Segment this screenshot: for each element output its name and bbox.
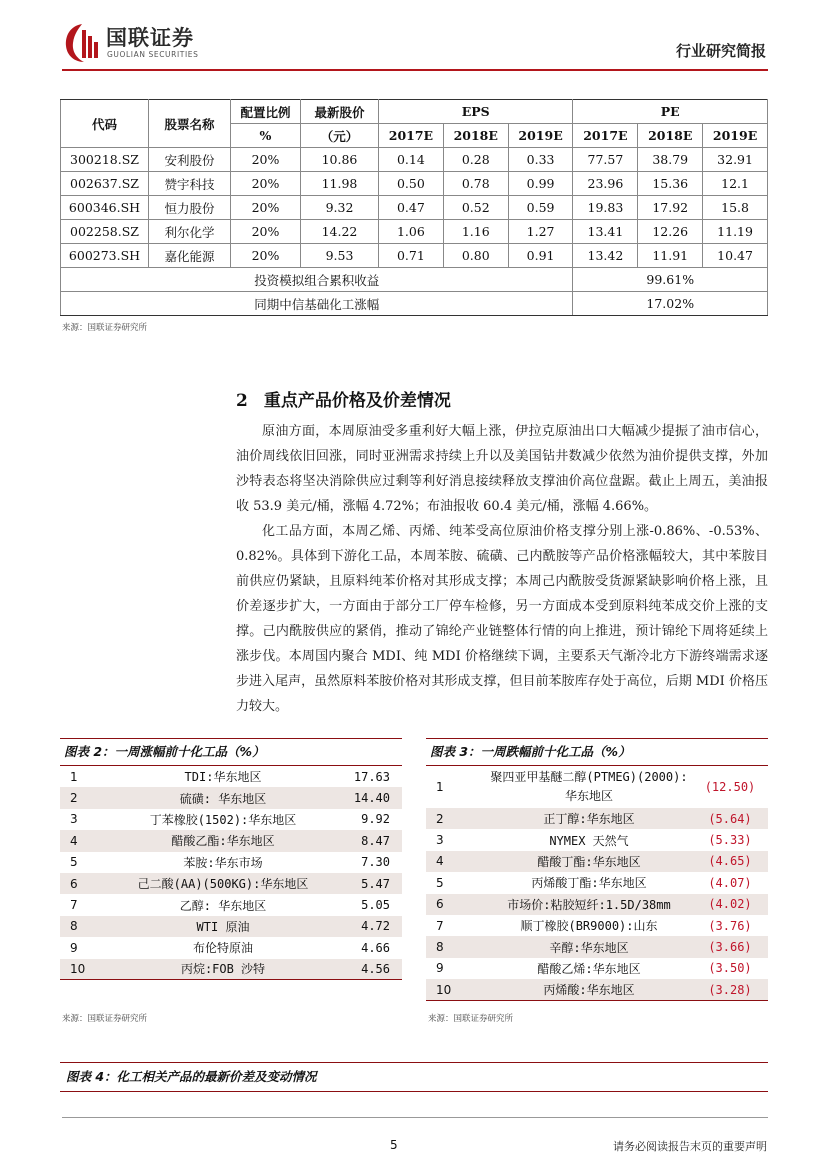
pe-value: 19.83 [573, 196, 638, 220]
list-item [426, 894, 768, 915]
rank: 9 [70, 940, 78, 955]
change-value: (5.64) [692, 808, 768, 829]
col-price: 最新股价 [301, 100, 379, 124]
company-logo [62, 18, 222, 68]
change-value: 9.92 [361, 812, 390, 827]
eps-value: 1.16 [443, 220, 508, 244]
col-price-unit: （元） [301, 124, 379, 148]
stock-name: 利尔化学 [149, 220, 231, 244]
guolian-logo-icon [62, 20, 102, 64]
product-name: 苯胺:华东市场 [183, 855, 263, 870]
pe-value: 11.91 [638, 244, 703, 268]
change-value: 7.30 [361, 855, 390, 870]
pe-value: 38.79 [638, 148, 703, 172]
change-value: (4.65) [692, 851, 768, 872]
section-heading [236, 386, 451, 411]
rank: 1 [436, 780, 444, 794]
product-name: 硫磺: 华东地区 [120, 787, 326, 808]
rank: 3 [70, 812, 78, 827]
summary-label: 投资模拟组合累积收益 [61, 268, 573, 292]
product-name: 醋酸乙酯:华东地区 [120, 830, 326, 851]
logo-chinese-text: 国联证券 [106, 26, 194, 50]
product-name: TDI:华东地区 [184, 770, 262, 785]
list-item [60, 830, 402, 851]
pe-value: 13.41 [573, 220, 638, 244]
rank: 2 [60, 787, 120, 808]
table-source: 来源：国联证券研究所 [62, 323, 148, 333]
eps-value: 0.80 [443, 244, 508, 268]
change-value: 17.63 [353, 769, 390, 784]
col-eps-2019: 2019E [508, 124, 573, 148]
stock-weight: 20% [231, 244, 301, 268]
change-value: (12.50) [704, 780, 756, 794]
stock-price: 10.86 [301, 148, 379, 172]
product-name: 丙烯酸丁酯:华东地区 [531, 876, 647, 891]
pe-value: 13.42 [573, 244, 638, 268]
stock-weight: 20% [231, 196, 301, 220]
stock-name: 嘉化能源 [149, 244, 231, 268]
rank: 9 [436, 961, 444, 976]
stock-code: 300218.SZ [61, 148, 149, 172]
stock-code: 600273.SH [61, 244, 149, 268]
product-name: 辛醇:华东地区 [486, 936, 692, 957]
col-weight: 配置比例 [231, 100, 301, 124]
rank: 5 [436, 875, 444, 890]
list-item [426, 872, 768, 893]
stock-weight: 20% [231, 172, 301, 196]
table-row [61, 244, 768, 268]
product-name: 丙烷:FOB 沙特 [120, 959, 326, 980]
col-code: 代码 [61, 100, 149, 148]
stock-name: 安利股份 [149, 148, 231, 172]
rank: 4 [426, 851, 486, 872]
figure-title: 图表 3：一周跌幅前十化工品（%） [426, 738, 768, 766]
summary-row [61, 292, 768, 316]
change-value: 8.47 [326, 830, 402, 851]
stock-code: 600346.SH [61, 196, 149, 220]
rank: 8 [60, 916, 120, 937]
eps-value: 0.59 [508, 196, 573, 220]
stock-code: 002637.SZ [61, 172, 149, 196]
rank: 8 [426, 936, 486, 957]
eps-value: 0.28 [443, 148, 508, 172]
rank: 7 [436, 918, 444, 933]
pe-value: 15.36 [638, 172, 703, 196]
list-item [60, 787, 402, 808]
product-name: 醋酸丁酯:华东地区 [486, 851, 692, 872]
rank: 7 [70, 898, 78, 913]
change-value: 5.47 [326, 873, 402, 894]
list-item [60, 959, 402, 980]
footer-divider [62, 1117, 768, 1118]
list-item [60, 916, 402, 937]
list-item [426, 766, 768, 808]
rank: 4 [60, 830, 120, 851]
summary-value: 17.02% [573, 292, 768, 316]
product-name: 乙醇: 华东地区 [179, 898, 267, 913]
change-value: 4.66 [361, 940, 390, 955]
header-divider [62, 69, 768, 71]
page-header [62, 18, 768, 76]
col-pe-2018: 2018E [638, 124, 703, 148]
list-item [426, 979, 768, 1000]
stock-weight: 20% [231, 148, 301, 172]
section-body [236, 419, 768, 719]
product-name: 布伦特原油 [192, 941, 253, 956]
list-item [426, 829, 768, 850]
col-eps-2017: 2017E [379, 124, 444, 148]
figure3-source: 来源：国联证券研究所 [428, 1014, 514, 1024]
eps-value: 0.52 [443, 196, 508, 220]
eps-value: 1.06 [379, 220, 444, 244]
eps-value: 0.78 [443, 172, 508, 196]
list-item [426, 958, 768, 979]
change-value: 14.40 [326, 787, 402, 808]
figure2-source: 来源：国联证券研究所 [62, 1014, 148, 1024]
pe-value: 23.96 [573, 172, 638, 196]
col-eps: EPS [379, 100, 573, 124]
pe-value: 17.92 [638, 196, 703, 220]
product-name: 丙烯酸:华东地区 [486, 979, 692, 1000]
product-name: 聚四亚甲基醚二醇(PTMEG)(2000):华东地区 [490, 770, 688, 803]
change-value: (4.02) [692, 894, 768, 915]
list-item [426, 936, 768, 957]
change-value: 4.56 [326, 959, 402, 980]
rank: 6 [60, 873, 120, 894]
pe-value: 15.8 [703, 196, 768, 220]
summary-label: 同期中信基础化工涨幅 [61, 292, 573, 316]
portfolio-table [60, 99, 768, 316]
col-weight-unit: % [231, 124, 301, 148]
table-row [61, 148, 768, 172]
eps-value: 0.50 [379, 172, 444, 196]
table-row [61, 196, 768, 220]
change-value: (3.66) [692, 936, 768, 957]
stock-price: 11.98 [301, 172, 379, 196]
product-name: WTI 原油 [120, 916, 326, 937]
list-item [426, 851, 768, 872]
col-pe-2019: 2019E [703, 124, 768, 148]
list-item [60, 873, 402, 894]
page-number: 5 [390, 1138, 398, 1152]
stock-price: 9.32 [301, 196, 379, 220]
summary-value: 99.61% [573, 268, 768, 292]
rank: 2 [426, 808, 486, 829]
rank: 10 [60, 959, 120, 980]
rank: 5 [70, 855, 78, 870]
stock-weight: 20% [231, 220, 301, 244]
losers-table [426, 766, 768, 1001]
stock-price: 9.53 [301, 244, 379, 268]
change-value: 5.05 [361, 898, 390, 913]
list-item [426, 915, 768, 936]
col-pe-2017: 2017E [573, 124, 638, 148]
product-name: 顺丁橡胶(BR9000):山东 [520, 919, 658, 934]
change-value: (3.76) [708, 918, 752, 933]
product-name: 己二酸(AA)(500KG):华东地区 [120, 873, 326, 894]
pe-value: 12.26 [638, 220, 703, 244]
paragraph-chemicals: 化工品方面，本周乙烯、丙烯、纯苯受高位原油价格支撑分别上涨-0.86%、-0.53%、0.82%。具体到下游化工品，本周苯胺、硫磺、己内酰胺等产品价格涨幅较大，其中苯胺目前供应仍紧缺，且原料纯苯价格对其形成支撑；本周己内酰胺受货源紧缺影响价格上涨，且价差逐步扩大，一方面由于部分工厂停车检修，另一方面成本受到原料纯苯成交价上涨的支撑。己内酰胺供应的紧俏，推动了锦纶产业链整体行情的向上推进，预计锦纶下周将延续上涨步伐。本周国内聚合 MDI、纯 MDI 价格继续下调，主要系天气渐冷北方下游终端需求逐步进入尾声，虽然原料苯胺价格对其形成支撑，但目前苯胺库存处于高位，后期 MDI 价格压力较大。 [236, 524, 768, 714]
pe-value: 12.1 [703, 172, 768, 196]
rank: 6 [426, 894, 486, 915]
list-item [60, 894, 402, 915]
figure-top-losers [426, 738, 768, 1001]
eps-value: 0.99 [508, 172, 573, 196]
section-title: 重点产品价格及价差情况 [263, 391, 451, 411]
eps-value: 0.71 [379, 244, 444, 268]
change-value: (4.07) [708, 875, 752, 890]
change-value: 4.72 [326, 916, 402, 937]
col-name: 股票名称 [149, 100, 231, 148]
rank: 1 [70, 769, 78, 784]
list-item [60, 937, 402, 958]
pe-value: 32.91 [703, 148, 768, 172]
gainers-table [60, 766, 402, 980]
pe-value: 11.19 [703, 220, 768, 244]
logo-english-text: GUOLIAN SECURITIES [107, 50, 199, 59]
figure-title: 图表 2：一周涨幅前十化工品（%） [60, 738, 402, 766]
eps-value: 1.27 [508, 220, 573, 244]
table-row [61, 220, 768, 244]
stock-price: 14.22 [301, 220, 379, 244]
rank: 10 [426, 979, 486, 1000]
product-name: 市场价:粘胶短纤:1.5D/38mm [486, 894, 692, 915]
table-row [61, 172, 768, 196]
figure4-title: 图表 4：化工相关产品的最新价差及变动情况 [60, 1062, 768, 1092]
section-number: 2 [236, 391, 248, 411]
product-name: 醋酸乙烯:华东地区 [537, 961, 641, 976]
eps-value: 0.33 [508, 148, 573, 172]
list-item [60, 809, 402, 830]
summary-row [61, 268, 768, 292]
col-pe: PE [573, 100, 768, 124]
rank: 3 [436, 833, 444, 848]
pe-value: 77.57 [573, 148, 638, 172]
stock-name: 恒力股份 [149, 196, 231, 220]
change-value: (3.50) [708, 961, 752, 976]
col-eps-2018: 2018E [443, 124, 508, 148]
change-value: (5.33) [708, 833, 752, 848]
eps-value: 0.91 [508, 244, 573, 268]
change-value: (3.28) [692, 979, 768, 1000]
pe-value: 10.47 [703, 244, 768, 268]
list-item [426, 808, 768, 829]
list-item [60, 852, 402, 873]
product-name: NYMEX 天然气 [549, 833, 629, 848]
product-name: 正丁醇:华东地区 [486, 808, 692, 829]
eps-value: 0.47 [379, 196, 444, 220]
list-item [60, 766, 402, 787]
figure-top-gainers [60, 738, 402, 980]
stock-code: 002258.SZ [61, 220, 149, 244]
report-type: 行业研究简报 [675, 42, 766, 60]
paragraph-crude-oil: 原油方面，本周原油受多重利好大幅上涨，伊拉克原油出口大幅减少提振了油市信心，油价周线依旧回涨，同时亚洲需求持续上升以及美国钻井数减少依然为油价提供支撑，外加沙特表态将坚决消除供应过剩等利好消息接续释放支撑油价高位盘踞。截止上周五，美油报收 53.9 美元/桶，涨幅 4.72%；布油报收 60.4 美元/桶，涨幅 4.66%。 [236, 424, 768, 514]
footer-disclaimer: 请务必阅读报告末页的重要声明 [613, 1140, 767, 1153]
product-name: 丁苯橡胶(1502):华东地区 [149, 812, 297, 827]
stock-name: 赞宇科技 [149, 172, 231, 196]
eps-value: 0.14 [379, 148, 444, 172]
